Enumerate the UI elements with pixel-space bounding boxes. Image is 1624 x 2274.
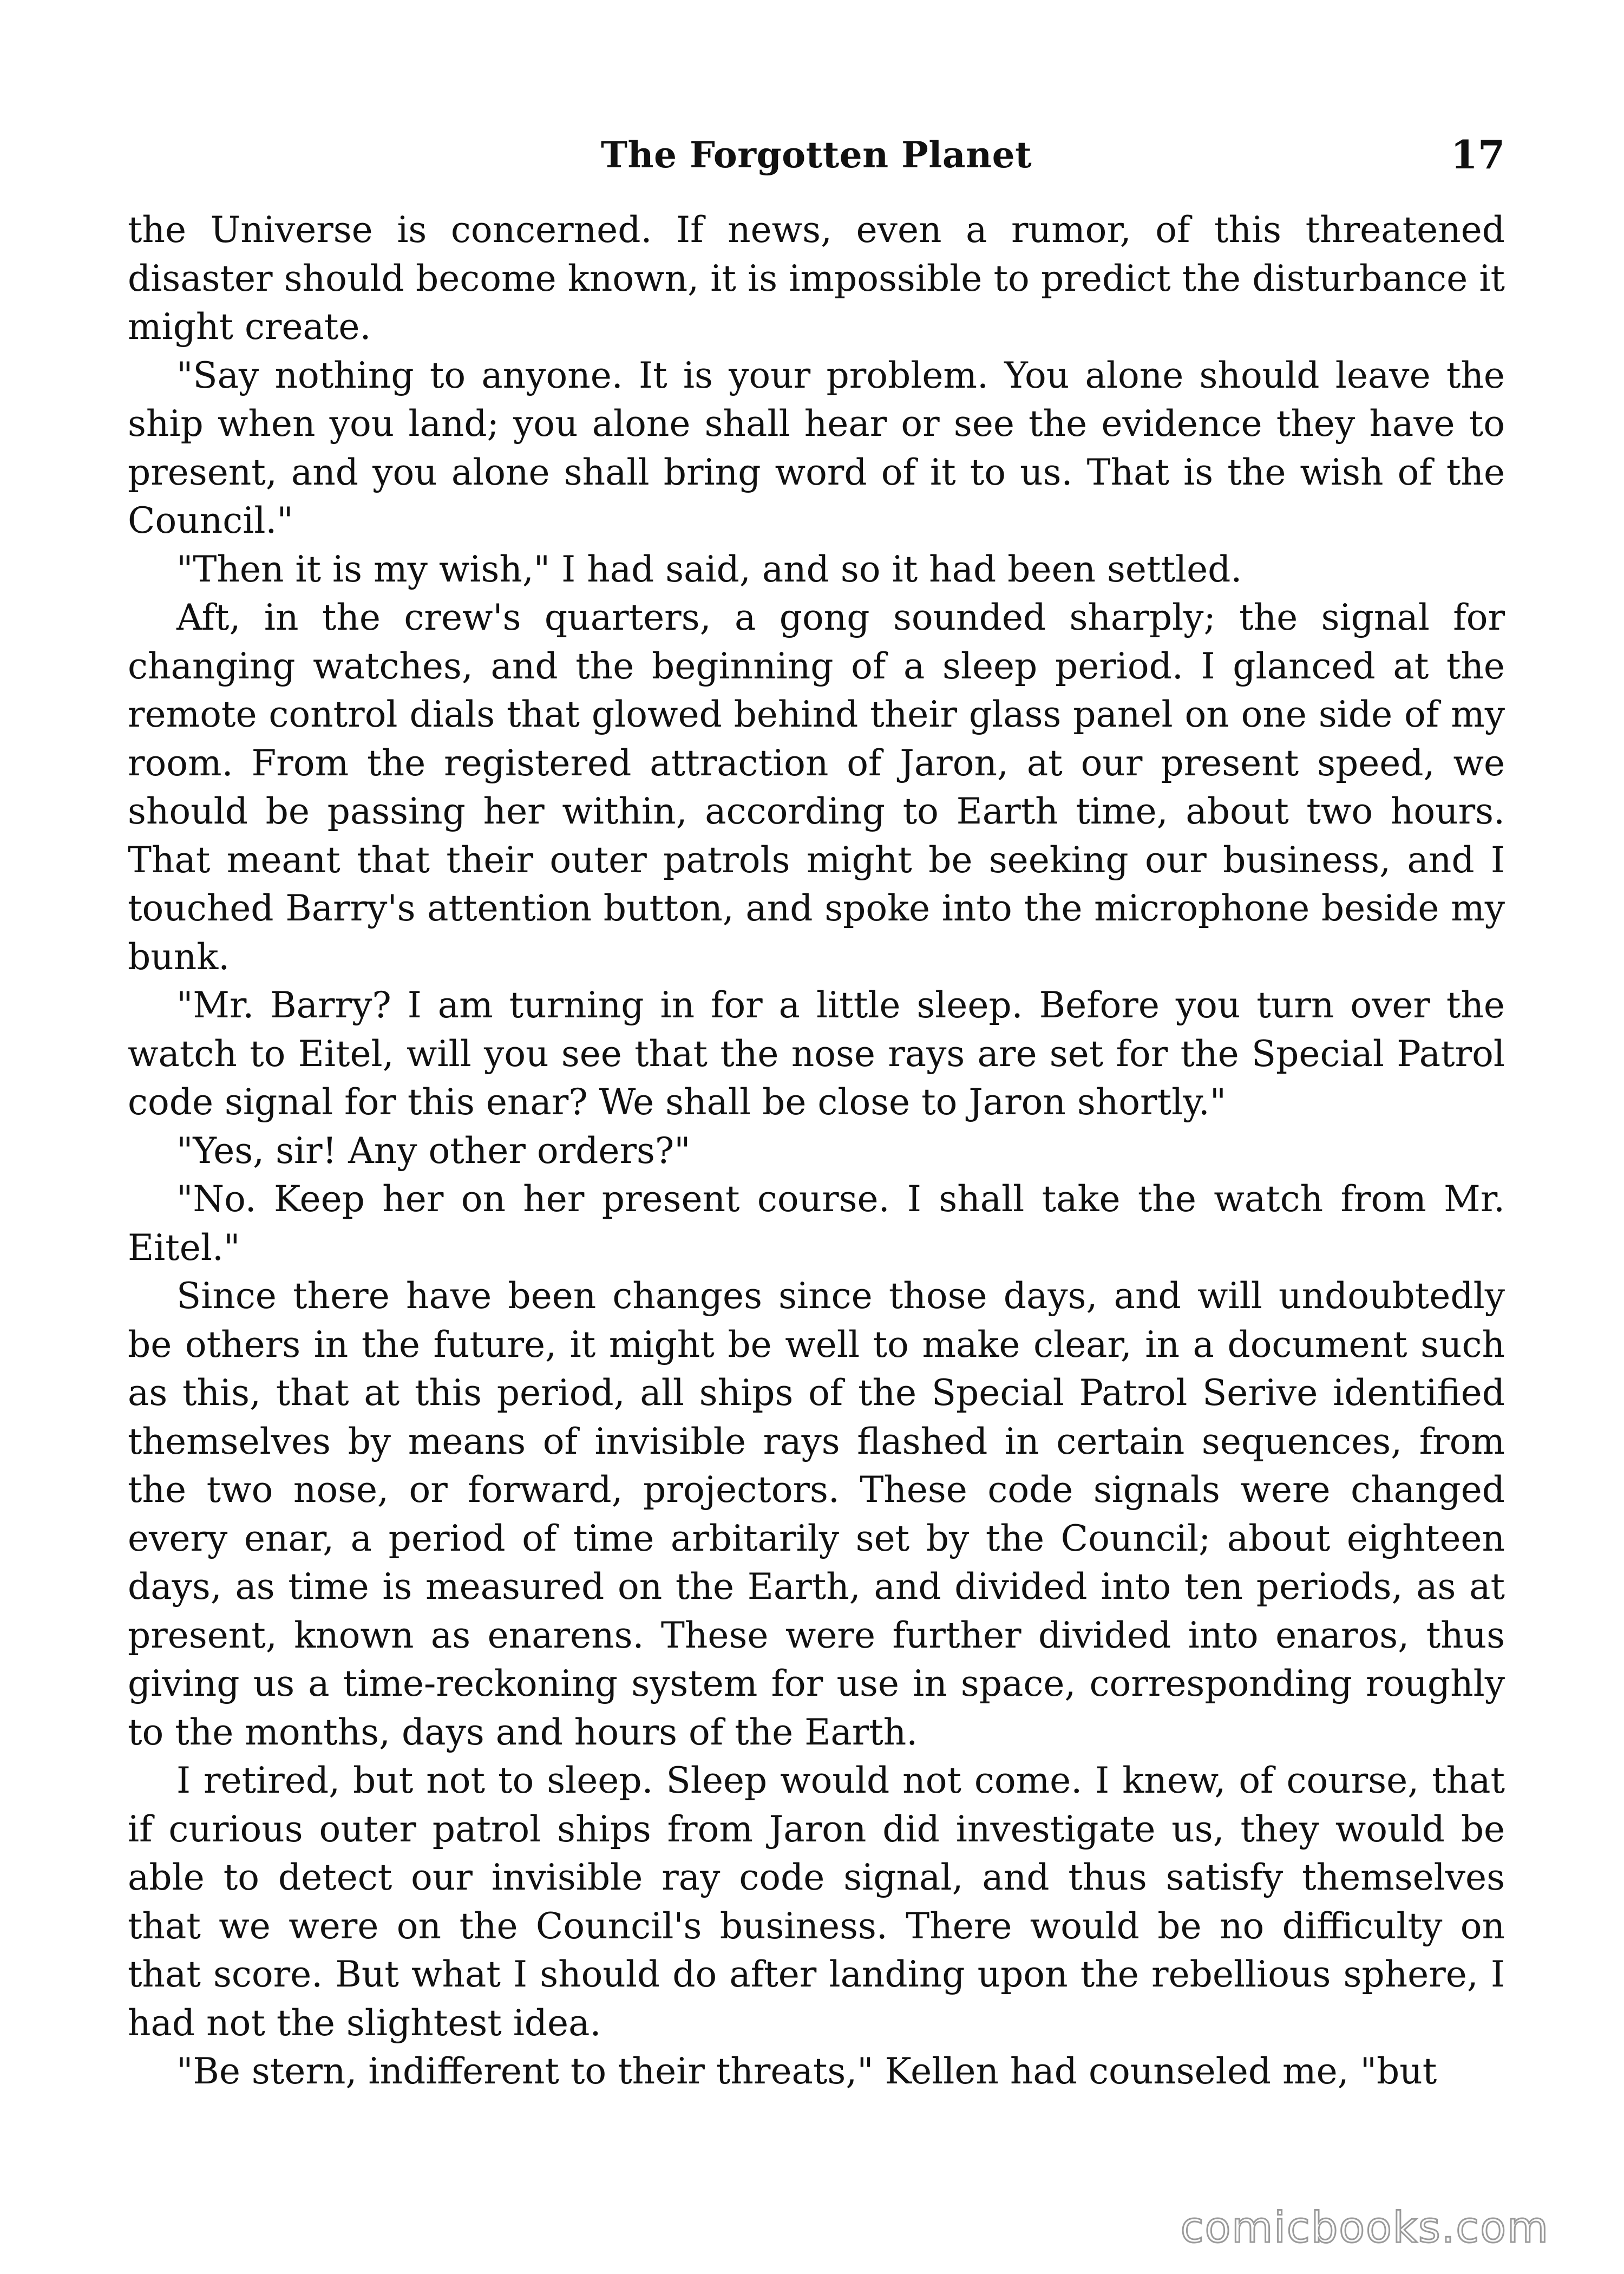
paragraph: "Say nothing to anyone. It is your problem. You alone should leave the ship when you land; you alone shall hear or see the evidence they have to present, and you alone shall bring word of it to us. That is the wish of the Council." xyxy=(128,354,1505,541)
paragraph: "Be stern, indifferent to their threats," Kellen had counseled me, "but xyxy=(176,2050,1437,2092)
paragraph: "Yes, sir! Any other orders?" xyxy=(176,1129,691,1172)
paragraph: I retired, but not to sleep. Sleep would not come. I knew, of course, that if curious outer patrol ships from Jaron did investigate us, they would be able to detect our invisible ray code signal, and thus satisfy themselves that we were on the Council's business. There would be no difficulty on that score. But what I should do after landing upon the rebellious sphere, I had not the slightest idea. xyxy=(128,1760,1505,2044)
body-text xyxy=(128,206,1505,2096)
paragraph: "Then it is my wish," I had said, and so it had been settled. xyxy=(176,548,1242,590)
paragraph: "No. Keep her on her present course. I shall take the watch from Mr. Eitel." xyxy=(128,1178,1505,1269)
paragraph: Since there have been changes since those days, and will undoubtedly be others in the future, it might be well to make clear, in a document such as this, that at this period, all ships of the Special Patrol Serive identified themselves by means of invisible rays flashed in certain sequences, from the two nose, or forward, projectors. These code signals were changed every enar, a period of time arbitarily set by the Council; about eighteen days, as time is measured on the Earth, and divided into ten periods, as at present, known as enarens. These were further divided into enaros, thus giving us a time-reckoning system for use in space, corresponding roughly to the months, days and hours of the Earth. xyxy=(128,1275,1505,1753)
paragraph: Aft, in the crew's quarters, a gong sounded sharply; the signal for changing watches, and the beginning of a sleep period. I glanced at the remote control dials that glowed behind their glass panel on one side of my room. From the registered attraction of Jaron, at our present speed, we should be passing her within, according to Earth time, about two hours. That meant that their outer patrols might be seeking our business, and I touched Barry's attention button, and spoke into the microphone beside my bunk. xyxy=(128,597,1505,978)
book-title: The Forgotten Planet xyxy=(600,134,1032,176)
page-number: 17 xyxy=(1450,132,1505,178)
paragraph: "Mr. Barry? I am turning in for a little sleep. Before you turn over the watch to Eitel, will you see that the nose rays are set for the Special Patrol code signal for this enar? We shall be close to Jaron shortly." xyxy=(128,984,1505,1123)
running-head xyxy=(128,128,1505,182)
paragraph-continued: the Universe is concerned. If news, even a rumor, of this threatened disaster should become known, it is impossible to predict the disturbance it might create. xyxy=(128,209,1505,348)
watermark: comicbooks.com xyxy=(1180,2204,1549,2252)
